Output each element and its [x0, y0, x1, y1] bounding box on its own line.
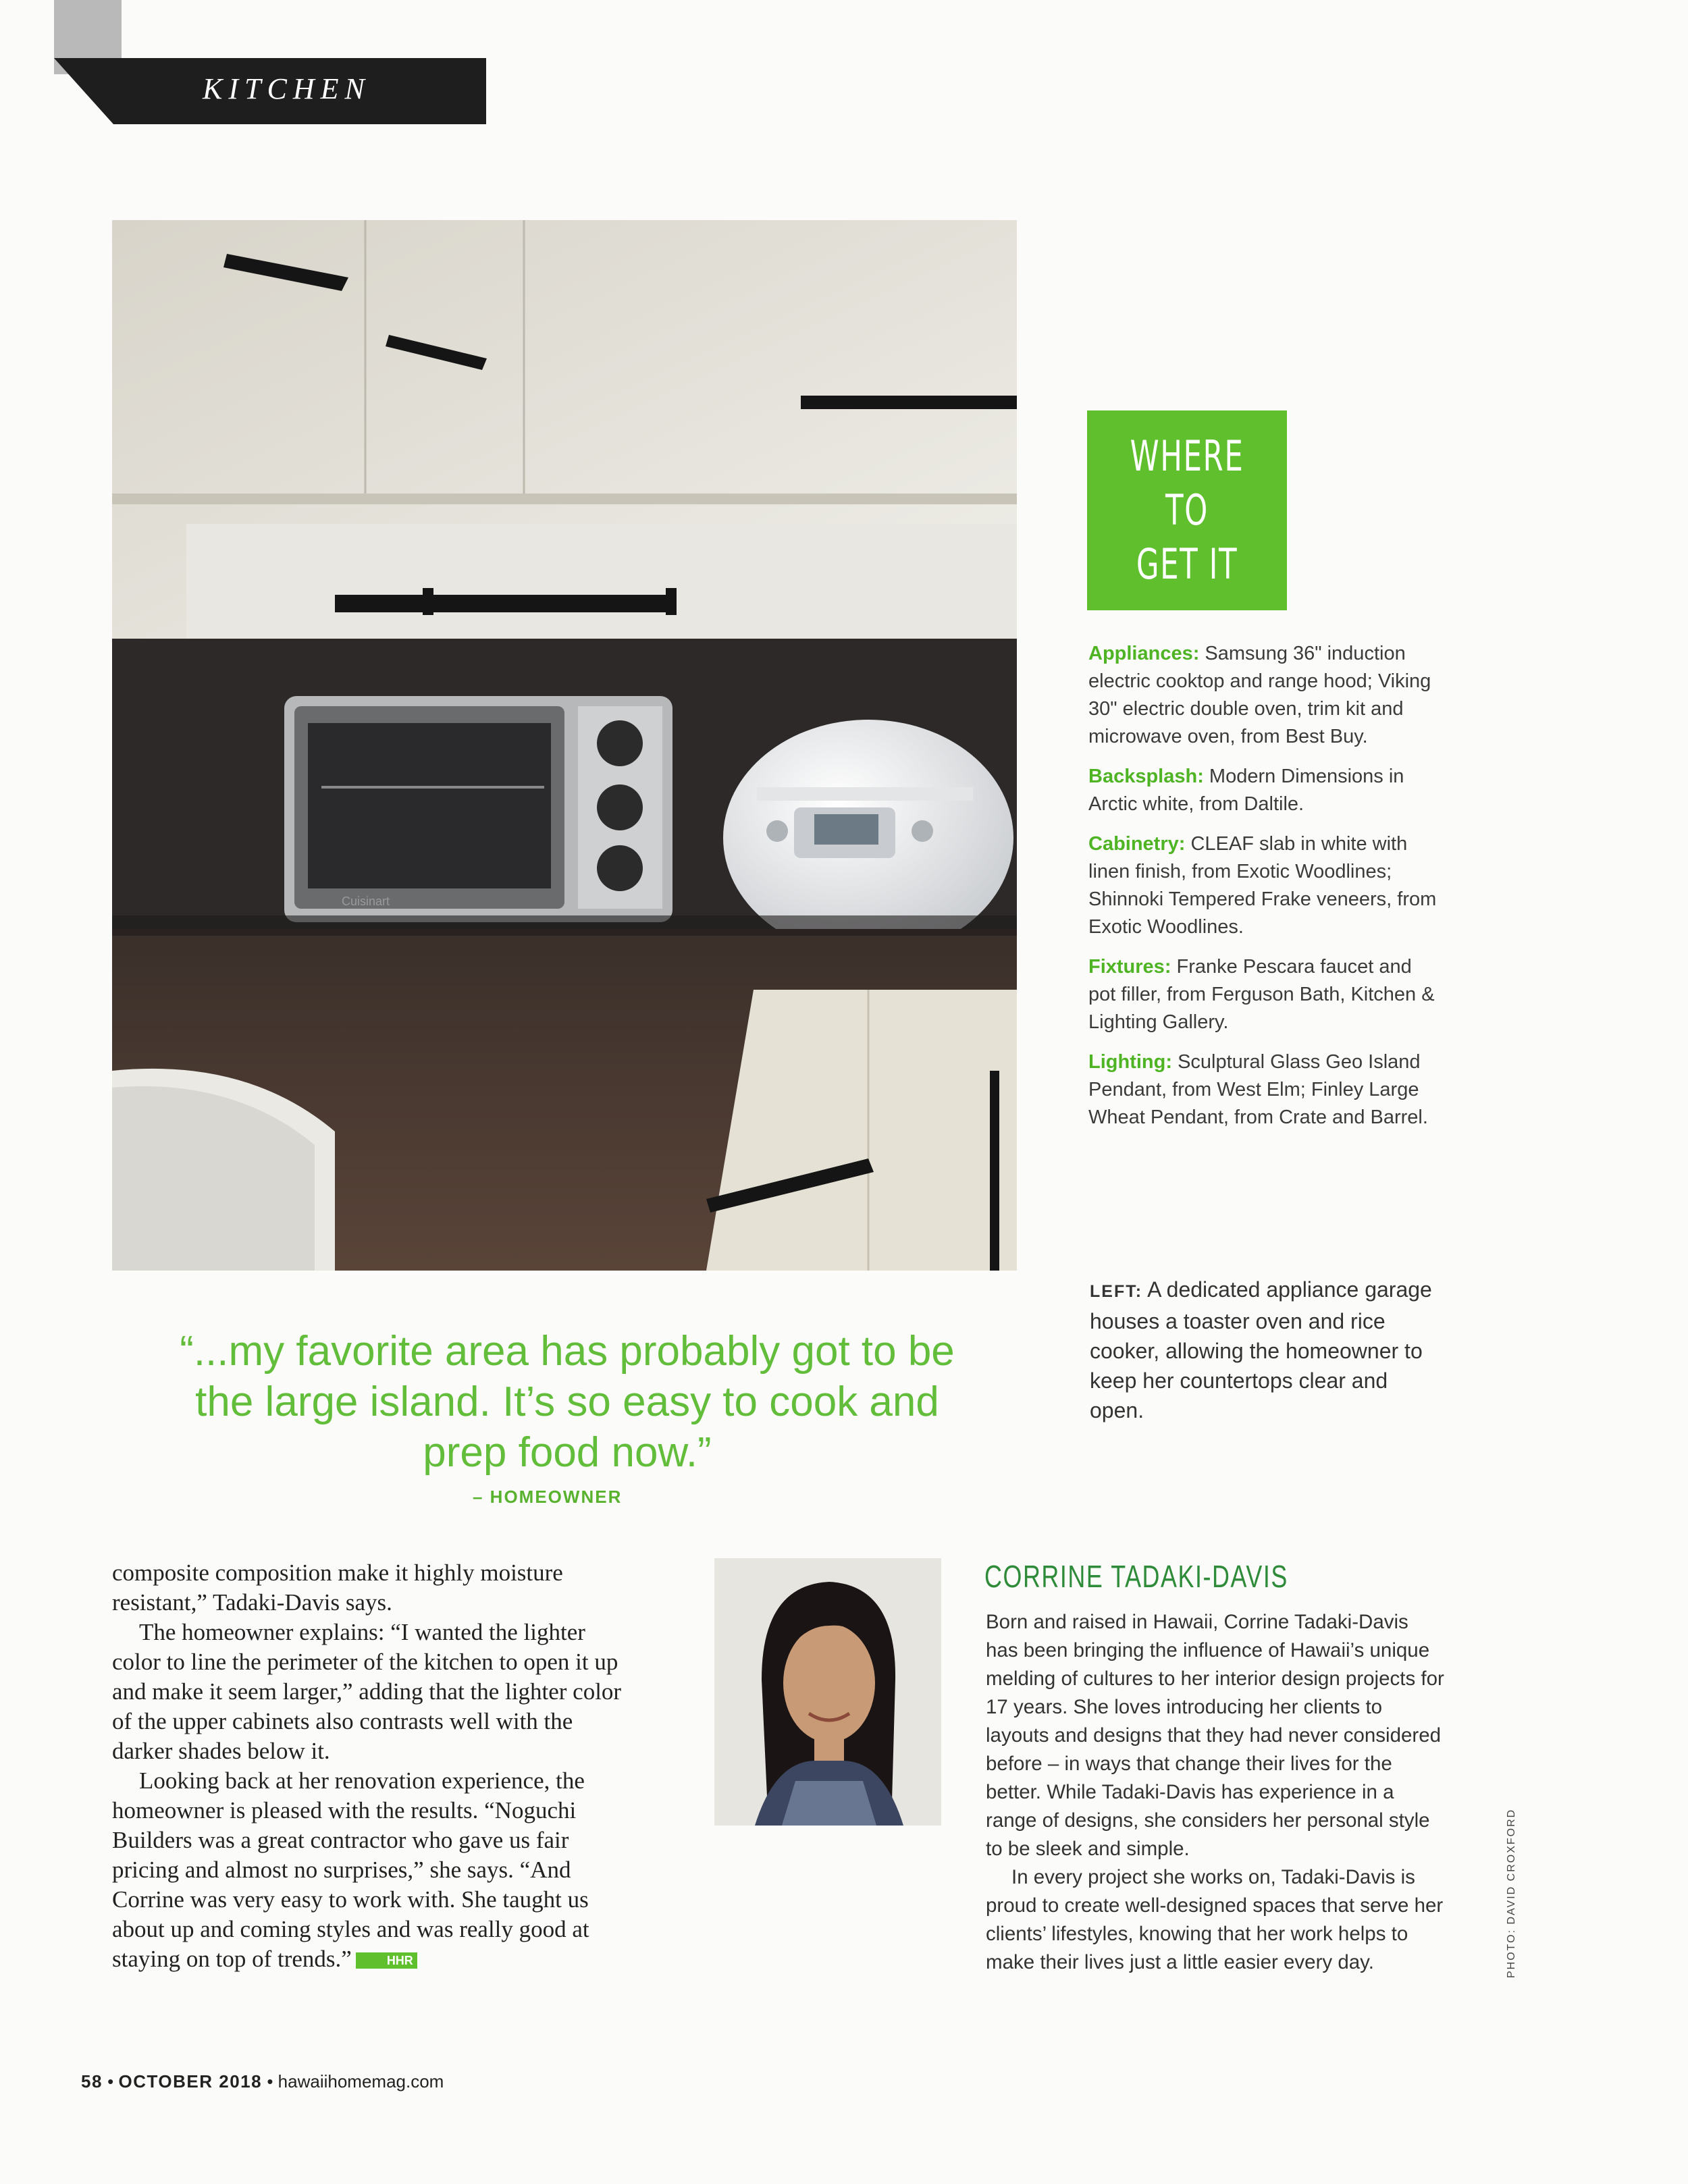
caption-tag: LEFT: — [1090, 1282, 1143, 1301]
footer-separator: • — [267, 2071, 273, 2092]
bio-paragraph: In every project she works on, Tadaki-Davis is proud to create well-designed spaces that serve her clients’ lifestyles, knowing that her work helps to make their lives just a little easier every day. — [986, 1866, 1444, 1973]
source-item-fixtures: Fixtures: Franke Pescara faucet and pot filler, from Ferguson Bath, Kitchen & Lighting Gallery. — [1088, 956, 1435, 1033]
toaster-brand-label: Cuisinart — [342, 895, 390, 908]
article-body — [112, 1558, 639, 1974]
page-footer — [81, 2071, 444, 2092]
pull-quote: “...my favorite area has probably got to be the large island. It’s so easy to cook and prep food now.” — [180, 1328, 955, 1476]
page-number: 58 — [81, 2071, 103, 2092]
designer-portrait — [714, 1558, 941, 1826]
caption-text: A dedicated appliance garage houses a toaster oven and rice cooker, allowing the homeowner to keep her countertops clear and open. — [1090, 1277, 1432, 1422]
body-paragraph: The homeowner explains: “I wanted the lighter color to line the perimeter of the kitchen to open it up and make it seem larger,” adding that the lighter color of the upper cabinets also contrasts well with the darker shades below it. — [112, 1619, 622, 1764]
where-to-get-it-title: WHERE TO GET IT — [1130, 431, 1244, 589]
pull-quote-attribution: – HOMEOWNER — [473, 1487, 623, 1507]
photo-credit: PHOTO: DAVID CROXFORD — [1506, 1808, 1517, 1978]
source-item-lighting: Lighting: Sculptural Glass Geo Island Pendant, from West Elm; Finley Large Wheat Pendant, from Crate and Barrel. — [1088, 1051, 1428, 1128]
source-item-cabinetry: Cabinetry: CLEAF slab in white with linen finish, from Exotic Woodlines; Shinnoki Tempered Frake veneers, from Exotic Woodlines. — [1088, 833, 1437, 938]
issue-date: OCTOBER 2018 — [118, 2071, 263, 2092]
source-item-backsplash: Backsplash: Modern Dimensions in Arctic white, from Daltile. — [1088, 766, 1404, 815]
source-item-appliances: Appliances: Samsung 36" induction electric cooktop and range hood; Viking 30" electric double oven, trim kit and microwave oven, from Best Buy. — [1088, 643, 1431, 747]
sources-list — [1088, 640, 1440, 1144]
website-url: hawaiihomemag.com — [278, 2071, 444, 2092]
footer-separator: • — [107, 2071, 114, 2092]
body-paragraph: Looking back at her renovation experience, the homeowner is pleased with the results. “Noguchi Builders was a great contractor who gave us fair pricing and almost no surprises,” she says. “And Corrine was very easy to work with. She taught us about up and coming styles and was really good at staying on top of trends.” HHR — [112, 1767, 589, 1972]
toaster-oven — [284, 696, 672, 922]
where-to-get-it-box — [1087, 410, 1287, 610]
hhr-end-badge: HHR — [356, 1952, 417, 1969]
section-label: KITCHEN — [203, 72, 371, 105]
kitchen-photo — [112, 220, 1017, 1271]
designer-name: CORRINE TADAKI-DAVIS — [984, 1559, 1288, 1594]
bio-paragraph: Born and raised in Hawaii, Corrine Tadaki-Davis has been bringing the influence of Hawaii’s unique melding of cultures to her interior design projects for 17 years. She loves introducing her clients to layouts and designs that they had never considered before – in ways that change their lives for the better. While Tadaki-Davis has experience in a range of designs, she considers her personal style to be sleek and simple. — [986, 1611, 1444, 1860]
photo-caption — [1090, 1275, 1441, 1425]
designer-bio — [986, 1608, 1445, 1977]
body-paragraph: composite composition make it highly moisture resistant,” Tadaki-Davis says. — [112, 1560, 563, 1616]
